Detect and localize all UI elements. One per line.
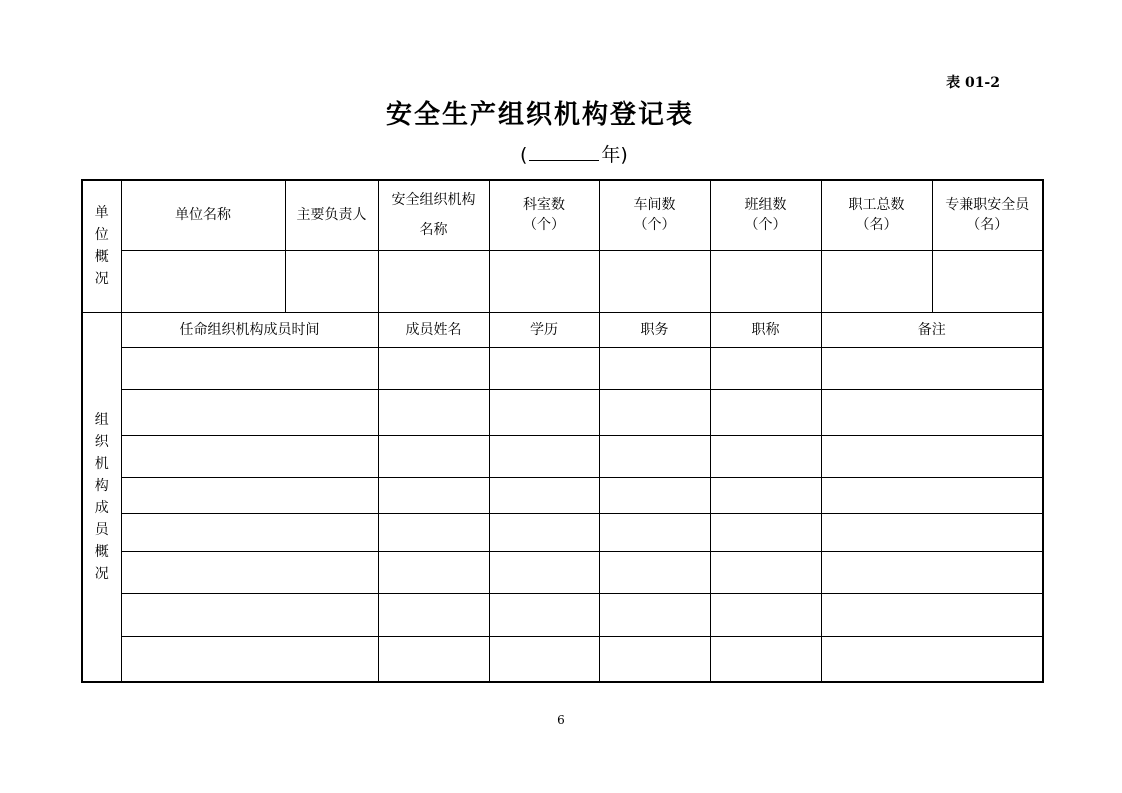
title-cell[interactable]: [710, 389, 821, 435]
member-label-char: 组: [94, 411, 109, 428]
year-blank-field[interactable]: [529, 142, 599, 161]
member-name-cell[interactable]: [378, 389, 489, 435]
registration-table: [81, 179, 1044, 683]
col-org-name-label-2: 名称: [419, 222, 448, 239]
form-number: 表 01-2: [946, 75, 1000, 91]
col-safety-officers-header: [932, 180, 1043, 250]
appointment-time-cell[interactable]: [121, 551, 378, 593]
member-row: [82, 636, 1043, 682]
appointment-time-cell[interactable]: [121, 593, 378, 636]
appointment-time-cell[interactable]: [121, 435, 378, 477]
member-row: [82, 347, 1043, 389]
col-workshops-label-1: 车间数: [633, 197, 676, 214]
member-row: [82, 513, 1043, 551]
col-leader-label: 主要负责人: [296, 207, 367, 224]
appointment-time-cell[interactable]: [121, 477, 378, 513]
member-section-label: [82, 312, 121, 682]
member-row: [82, 435, 1043, 477]
unit-header-row: [82, 180, 1043, 250]
member-label-char: 概: [94, 543, 109, 560]
page-number: 6: [557, 713, 565, 727]
education-cell[interactable]: [489, 477, 599, 513]
title-cell[interactable]: [710, 477, 821, 513]
education-cell[interactable]: [489, 435, 599, 477]
position-cell[interactable]: [599, 435, 710, 477]
year-line: [520, 140, 628, 167]
col-safety-officers-label-2: （名）: [966, 217, 1009, 234]
unit-label-char: 况: [94, 271, 109, 288]
member-name-cell[interactable]: [378, 513, 489, 551]
member-name-cell[interactable]: [378, 593, 489, 636]
teams-cell[interactable]: [710, 250, 821, 312]
remarks-cell[interactable]: [821, 389, 1043, 435]
unit-name-cell[interactable]: [121, 250, 285, 312]
member-row: [82, 551, 1043, 593]
education-cell[interactable]: [489, 636, 599, 682]
education-cell[interactable]: [489, 593, 599, 636]
unit-section-label: [82, 180, 121, 312]
member-row: [82, 477, 1043, 513]
member-label-char: 机: [94, 455, 109, 472]
member-label-char: 织: [94, 433, 109, 450]
year-suffix: 年): [601, 144, 628, 166]
appointment-time-cell[interactable]: [121, 513, 378, 551]
col-member-name-header: 成员姓名: [378, 312, 489, 347]
col-total-staff-header: [821, 180, 932, 250]
remarks-cell[interactable]: [821, 513, 1043, 551]
position-cell[interactable]: [599, 477, 710, 513]
title-cell[interactable]: [710, 513, 821, 551]
remarks-cell[interactable]: [821, 435, 1043, 477]
col-departments-label-2: （个）: [523, 217, 565, 234]
page-title: 安全生产组织机构登记表: [385, 100, 694, 130]
col-remarks-header: 备注: [821, 312, 1043, 347]
col-unit-name-header: [121, 180, 285, 250]
member-header-row: [82, 312, 1043, 347]
col-org-name-header: [378, 180, 489, 250]
education-cell[interactable]: [489, 389, 599, 435]
col-teams-label-1: 班组数: [744, 197, 787, 214]
leader-cell[interactable]: [285, 250, 378, 312]
member-name-cell[interactable]: [378, 347, 489, 389]
col-workshops-label-2: （个）: [633, 217, 676, 234]
position-cell[interactable]: [599, 513, 710, 551]
remarks-cell[interactable]: [821, 636, 1043, 682]
total-staff-cell[interactable]: [821, 250, 932, 312]
member-name-cell[interactable]: [378, 435, 489, 477]
remarks-cell[interactable]: [821, 551, 1043, 593]
unit-label-char: 单: [94, 205, 109, 222]
col-total-staff-label-2: （名）: [855, 217, 898, 234]
member-row: [82, 389, 1043, 435]
member-name-cell[interactable]: [378, 551, 489, 593]
year-open-paren: (: [520, 144, 528, 166]
col-teams-header: [710, 180, 821, 250]
col-title-header: 职称: [710, 312, 821, 347]
safety-officers-cell[interactable]: [932, 250, 1043, 312]
unit-label-char: 概: [94, 249, 109, 266]
education-cell[interactable]: [489, 513, 599, 551]
title-cell[interactable]: [710, 551, 821, 593]
position-cell[interactable]: [599, 389, 710, 435]
position-cell[interactable]: [599, 551, 710, 593]
member-label-char: 员: [94, 521, 109, 538]
remarks-cell[interactable]: [821, 593, 1043, 636]
title-cell[interactable]: [710, 347, 821, 389]
col-departments-label-1: 科室数: [523, 197, 565, 214]
education-cell[interactable]: [489, 347, 599, 389]
unit-data-row: [82, 250, 1043, 312]
remarks-cell[interactable]: [821, 477, 1043, 513]
col-safety-officers-label-1: 专兼职安全员: [945, 197, 1030, 214]
member-label-char: 构: [94, 477, 109, 494]
workshops-cell[interactable]: [599, 250, 710, 312]
col-leader-header: [285, 180, 378, 250]
title-cell[interactable]: [710, 636, 821, 682]
col-teams-label-2: （个）: [744, 217, 787, 234]
appointment-time-cell[interactable]: [121, 389, 378, 435]
col-position-header: 职务: [599, 312, 710, 347]
col-departments-header: [489, 180, 599, 250]
col-education-header: 学历: [489, 312, 599, 347]
col-total-staff-label-1: 职工总数: [848, 197, 905, 214]
col-appointment-time-header: 任命组织机构成员时间: [121, 312, 378, 347]
appointment-time-cell[interactable]: [121, 636, 378, 682]
member-label-char: 成: [94, 499, 109, 516]
member-name-cell[interactable]: [378, 477, 489, 513]
title-cell[interactable]: [710, 593, 821, 636]
col-workshops-header: [599, 180, 710, 250]
position-cell[interactable]: [599, 347, 710, 389]
member-label-char: 况: [94, 565, 109, 582]
title-cell[interactable]: [710, 435, 821, 477]
org-name-cell[interactable]: [378, 250, 489, 312]
remarks-cell[interactable]: [821, 347, 1043, 389]
col-unit-name-label: 单位名称: [175, 207, 231, 224]
unit-label-char: 位: [94, 227, 109, 244]
col-org-name-label-1: 安全组织机构: [391, 192, 476, 209]
appointment-time-cell[interactable]: [121, 347, 378, 389]
position-cell[interactable]: [599, 636, 710, 682]
position-cell[interactable]: [599, 593, 710, 636]
member-row: [82, 593, 1043, 636]
member-name-cell[interactable]: [378, 636, 489, 682]
education-cell[interactable]: [489, 551, 599, 593]
departments-cell[interactable]: [489, 250, 599, 312]
